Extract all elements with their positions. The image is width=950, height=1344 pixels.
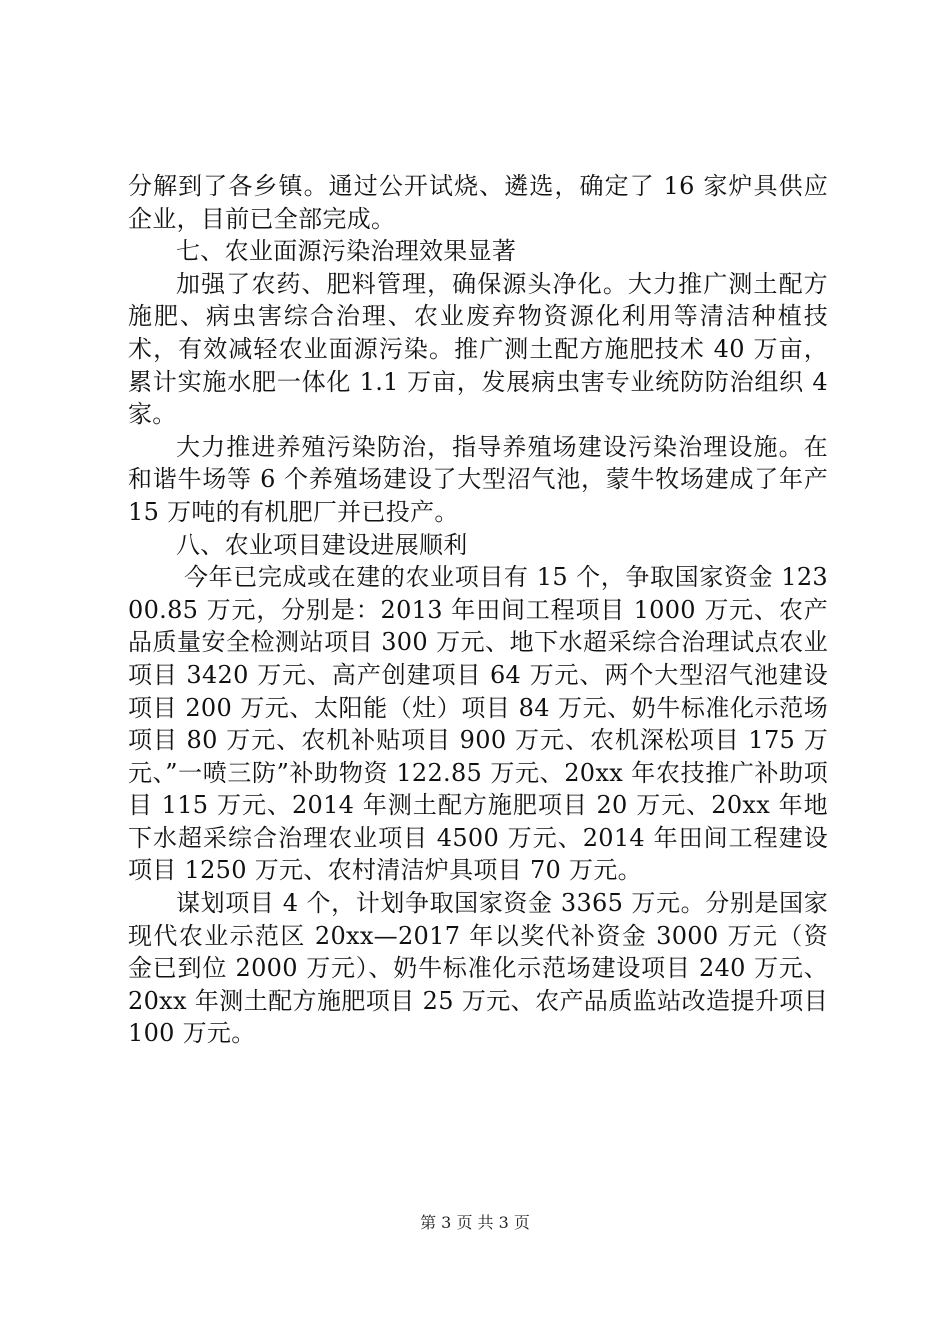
paragraph-continuation: 分解到了各乡镇。通过公开试烧、遴选，确定了 16 家炉具供应企业，目前已全部完成。 xyxy=(128,172,828,233)
paragraph-projects-completed: 今年已完成或在建的农业项目有 15 个，争取国家资金 12300.85 万元，分别是：2013 年田间工程项目 1000 万元、农产品质量安全检测站项目 300 万元、地下水超采综合治理试点农业项目 3420 万元、高产创建项目 64 万元、两个大型沼气池建设项目 200 万元、太阳能（灶）项目 84 万元、奶牛标准化示范场项目 80 万元、农机补贴项目 900 万元、农机深松项目 175 万元、”一喷三防”补助物资 122.85 万元、20xx 年农技推广补助项目 115 万元、2014 年测土配方施肥项目 20 万元、20xx 年地下水超采综合治理农业项目 4500 万元、2014 年田间工程建设项目 1250 万元、农村清洁炉具项目 70 万元。 xyxy=(128,563,828,885)
document-body xyxy=(128,170,828,1050)
paragraph-livestock-pollution: 大力推进养殖污染防治，指导养殖场建设污染治理设施。在和谐牛场等 6 个养殖场建设了大型沼气池，蒙牛牧场建成了年产 15 万吨的有机肥厂并已投产。 xyxy=(128,432,828,526)
paragraph-projects-planned: 谋划项目 4 个，计划争取国家资金 3365 万元。分别是国家现代农业示范区 20xx—2017 年以奖代补资金 3000 万元（资金已到位 2000 万元）、奶牛标准化示范场建设项目 240 万元、20xx 年测土配方施肥项目 25 万元、农产品质监站改造提升项目 100 万元。 xyxy=(128,889,828,1048)
section-heading-eight: 八、农业项目建设进展顺利 xyxy=(176,530,468,559)
page-footer: 第 3 页 共 3 页 xyxy=(420,1213,530,1232)
section-heading-seven: 七、农业面源污染治理效果显著 xyxy=(176,237,517,266)
paragraph-pollution-control: 加强了农药、肥料管理，确保源头净化。大力推广测土配方施肥、病虫害综合治理、农业废弃物资源化利用等清洁种植技术，有效减轻农业面源污染。推广测土配方施肥技术 40 万亩，累计实施水肥一体化 1.1 万亩，发展病虫害专业统防防治组织 4 家。 xyxy=(128,269,828,429)
